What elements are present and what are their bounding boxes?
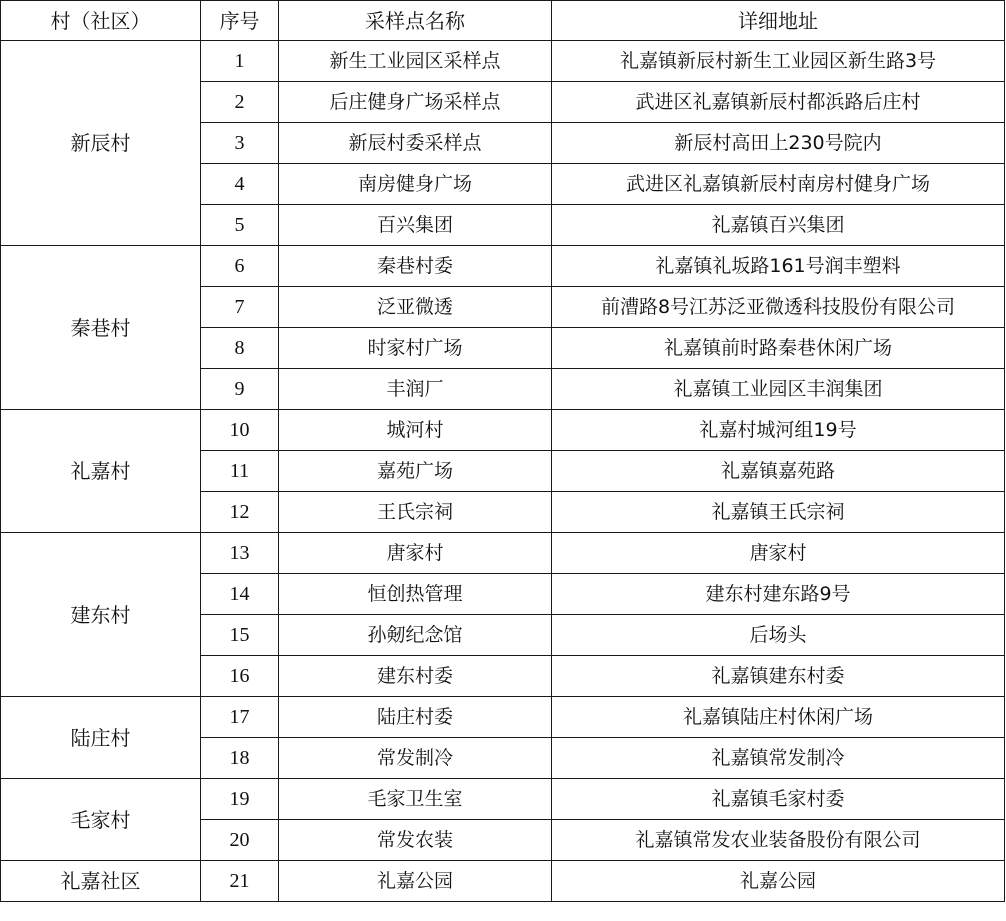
header-index: 序号 [201,1,279,41]
header-site-name: 采样点名称 [279,1,552,41]
address-cell: 礼嘉镇常发制冷 [552,738,1005,779]
index-cell: 1 [201,41,279,82]
site-name-cell: 常发制冷 [279,738,552,779]
address-cell: 礼嘉镇礼坂路161号润丰塑料 [552,246,1005,287]
index-cell: 9 [201,369,279,410]
site-name-cell: 嘉苑广场 [279,451,552,492]
index-cell: 10 [201,410,279,451]
site-name-cell: 时家村广场 [279,328,552,369]
address-cell: 礼嘉村城河组19号 [552,410,1005,451]
table-row [1,779,1005,820]
table-row [1,697,1005,738]
site-name-cell: 毛家卫生室 [279,779,552,820]
site-name-cell: 百兴集团 [279,205,552,246]
site-name-cell: 新辰村委采样点 [279,123,552,164]
index-cell: 3 [201,123,279,164]
address-cell: 礼嘉镇建东村委 [552,656,1005,697]
index-cell: 5 [201,205,279,246]
site-name-cell: 恒创热管理 [279,574,552,615]
index-cell: 8 [201,328,279,369]
address-cell: 武进区礼嘉镇新辰村都浜路后庄村 [552,82,1005,123]
header-address: 详细地址 [552,1,1005,41]
site-name-cell: 丰润厂 [279,369,552,410]
table-row [1,533,1005,574]
site-name-cell: 常发农装 [279,820,552,861]
site-name-cell: 陆庄村委 [279,697,552,738]
index-cell: 13 [201,533,279,574]
village-cell: 建东村 [1,533,201,697]
address-cell: 前漕路8号江苏泛亚微透科技股份有限公司 [552,287,1005,328]
address-cell: 礼嘉镇新辰村新生工业园区新生路3号 [552,41,1005,82]
table-row [1,41,1005,82]
index-cell: 17 [201,697,279,738]
address-cell: 新辰村高田上230号院内 [552,123,1005,164]
table-row [1,861,1005,902]
index-cell: 18 [201,738,279,779]
index-cell: 2 [201,82,279,123]
village-cell: 陆庄村 [1,697,201,779]
index-cell: 20 [201,820,279,861]
table-body [1,41,1005,902]
site-name-cell: 唐家村 [279,533,552,574]
address-cell: 武进区礼嘉镇新辰村南房村健身广场 [552,164,1005,205]
index-cell: 11 [201,451,279,492]
address-cell: 礼嘉镇前时路秦巷休闲广场 [552,328,1005,369]
site-name-cell: 孙剱纪念馆 [279,615,552,656]
site-name-cell: 礼嘉公园 [279,861,552,902]
site-name-cell: 建东村委 [279,656,552,697]
index-cell: 16 [201,656,279,697]
table-row [1,246,1005,287]
site-name-cell: 新生工业园区采样点 [279,41,552,82]
index-cell: 12 [201,492,279,533]
address-cell: 礼嘉镇王氏宗祠 [552,492,1005,533]
site-name-cell: 后庄健身广场采样点 [279,82,552,123]
village-cell: 礼嘉社区 [1,861,201,902]
address-cell: 礼嘉镇工业园区丰润集团 [552,369,1005,410]
village-cell: 毛家村 [1,779,201,861]
index-cell: 6 [201,246,279,287]
index-cell: 14 [201,574,279,615]
index-cell: 19 [201,779,279,820]
address-cell: 礼嘉公园 [552,861,1005,902]
village-cell: 礼嘉村 [1,410,201,533]
table-row [1,410,1005,451]
address-cell: 礼嘉镇嘉苑路 [552,451,1005,492]
address-cell: 唐家村 [552,533,1005,574]
village-cell: 秦巷村 [1,246,201,410]
site-name-cell: 王氏宗祠 [279,492,552,533]
site-name-cell: 南房健身广场 [279,164,552,205]
address-cell: 礼嘉镇百兴集团 [552,205,1005,246]
index-cell: 15 [201,615,279,656]
index-cell: 7 [201,287,279,328]
index-cell: 21 [201,861,279,902]
site-name-cell: 城河村 [279,410,552,451]
address-cell: 后场头 [552,615,1005,656]
address-cell: 建东村建东路9号 [552,574,1005,615]
site-name-cell: 泛亚微透 [279,287,552,328]
site-name-cell: 秦巷村委 [279,246,552,287]
header-row [1,1,1005,41]
address-cell: 礼嘉镇陆庄村休闲广场 [552,697,1005,738]
village-cell: 新辰村 [1,41,201,246]
index-cell: 4 [201,164,279,205]
header-village: 村（社区） [1,1,201,41]
address-cell: 礼嘉镇毛家村委 [552,779,1005,820]
address-cell: 礼嘉镇常发农业装备股份有限公司 [552,820,1005,861]
